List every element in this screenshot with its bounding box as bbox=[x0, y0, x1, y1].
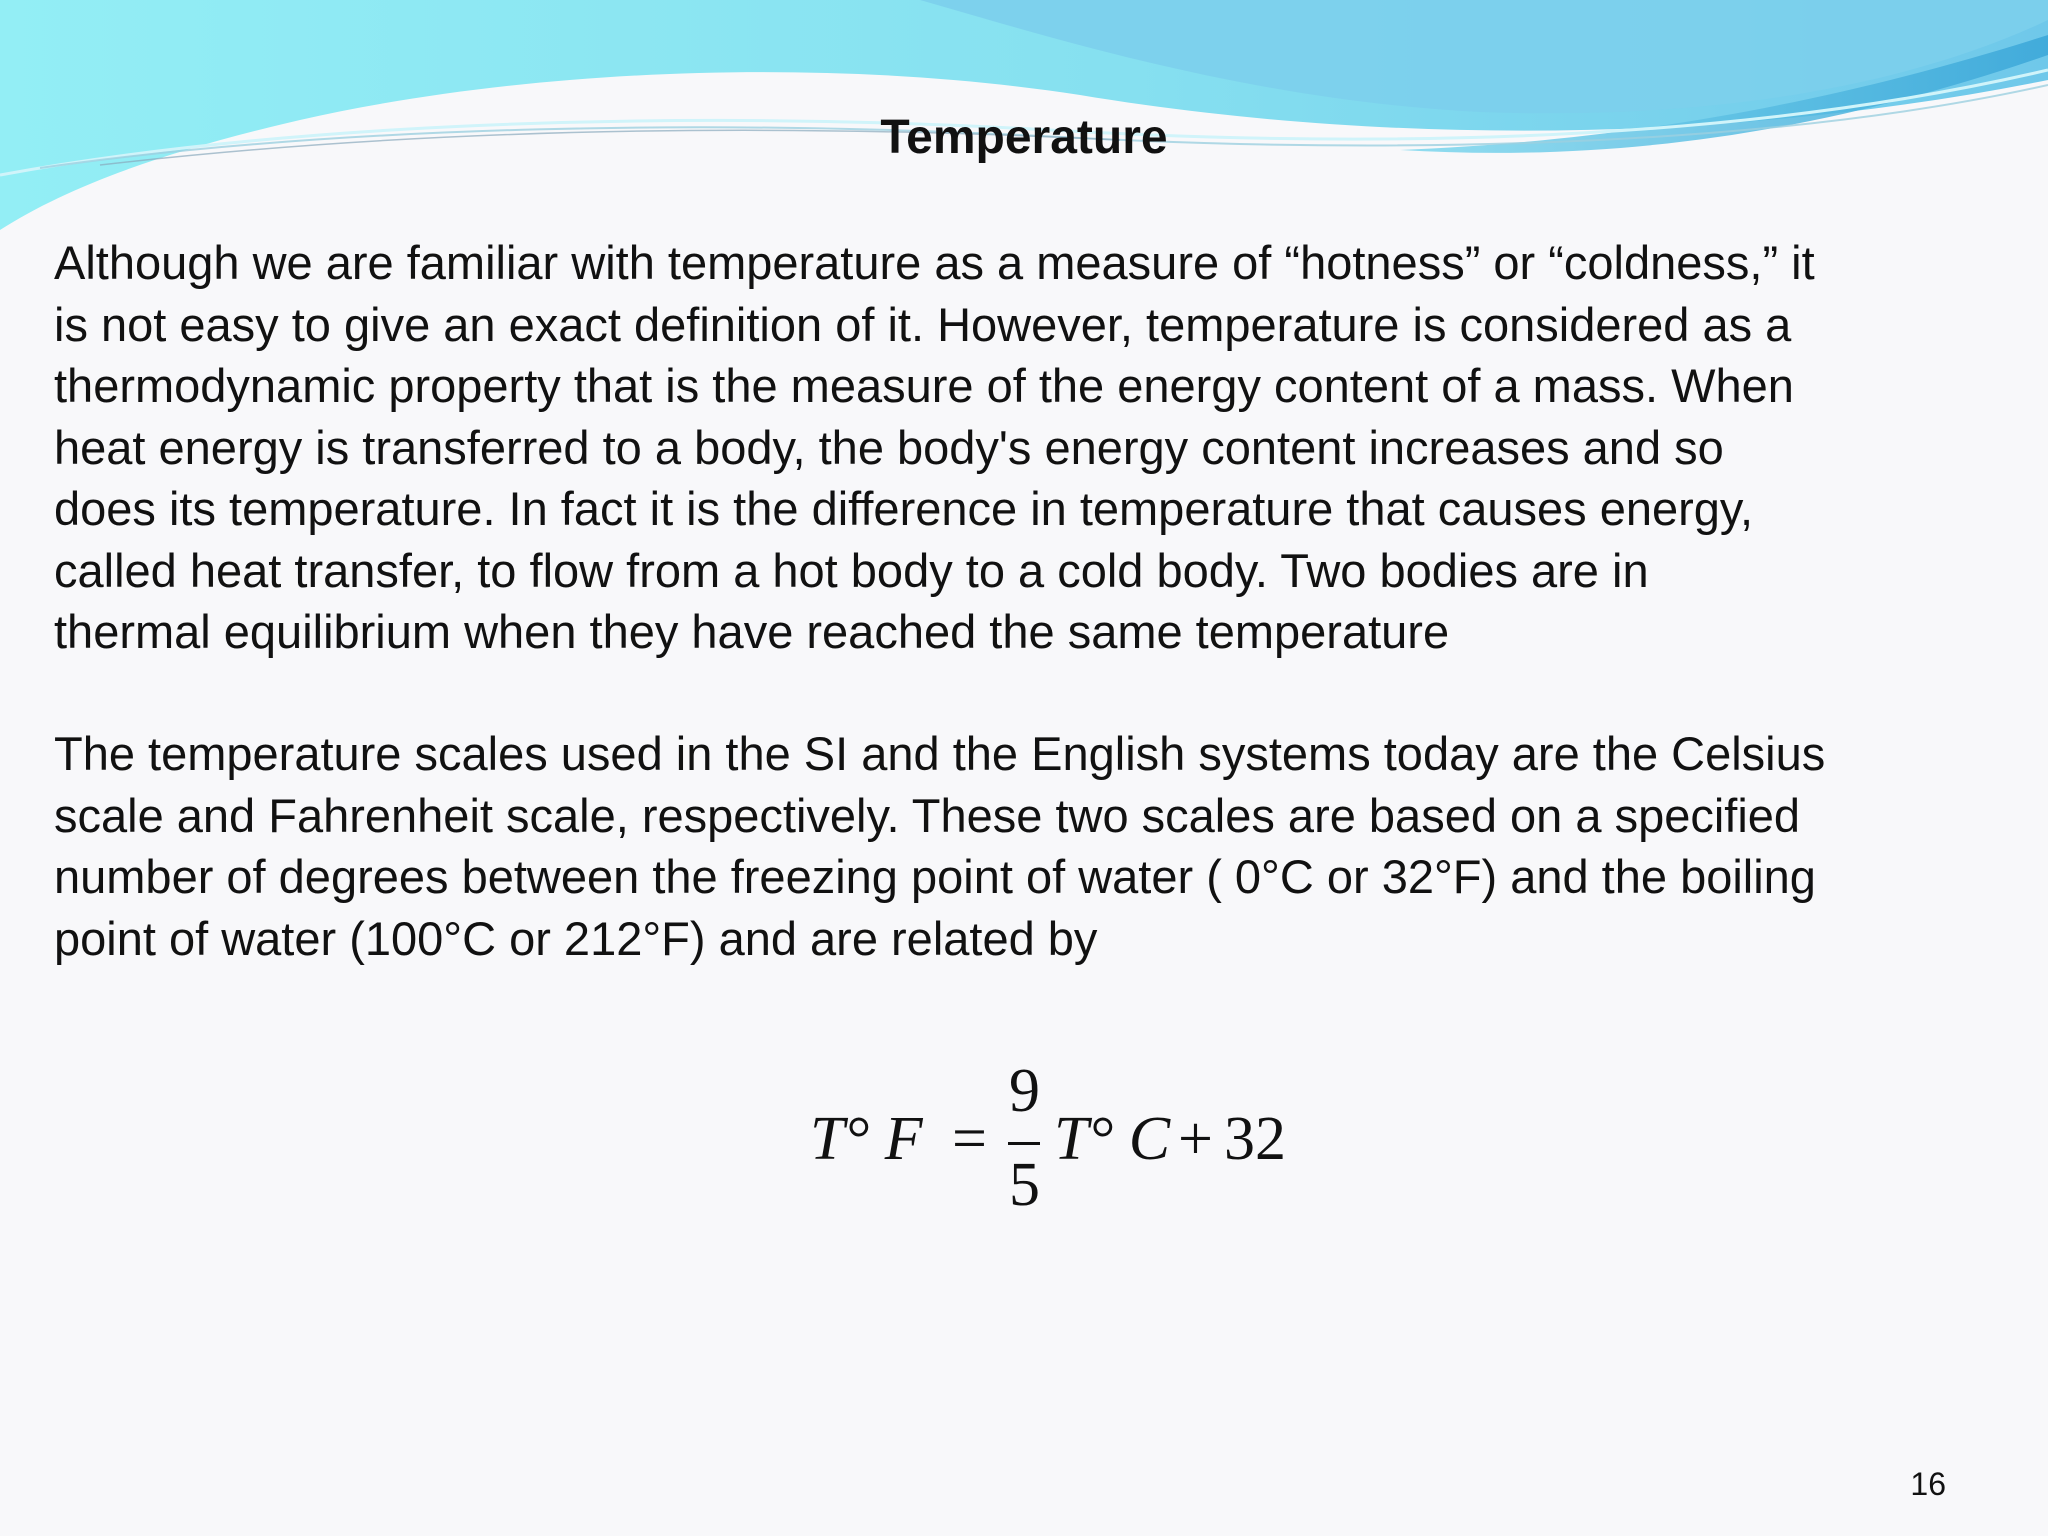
equation-rhs-variable: T° C bbox=[1054, 1105, 1171, 1173]
slide-title: Temperature bbox=[880, 111, 1168, 164]
equation-numerator: 9 bbox=[1009, 1057, 1040, 1125]
paragraph-definition: Although we are familiar with temperature as a measure of “hotness” or “coldness,” it is not easy to give an exact definition of it. However, temperature is considered as a thermodynamic property that is the measure of the energy content of a mass. When heat energy is transferred to a body, the body's energy content increases and so does its temperature. In fact it is the difference in temperature that causes energy, called heat transfer, to flow from a hot body to a cold body. Two bodies are in thermal equilibrium when they have reached the same temperature bbox=[54, 236, 1815, 658]
equation-constant: 32 bbox=[1224, 1105, 1286, 1173]
conversion-equation bbox=[810, 1057, 1310, 1230]
page-number: 16 bbox=[1910, 1466, 1946, 1502]
equation-lhs: T° F bbox=[810, 1105, 923, 1173]
equation-equals: = bbox=[952, 1105, 987, 1173]
equation-plus: + bbox=[1178, 1105, 1213, 1173]
equation-denominator: 5 bbox=[1009, 1151, 1040, 1219]
fraction-bar bbox=[1008, 1142, 1040, 1145]
paragraph-temperature-scales: The temperature scales used in the SI and the English systems today are the Celsius scale and Fahrenheit scale, respectively. These two scales are based on a specified number of degrees between the freezing point of water ( 0°C or 32°F) and the boiling point of water (100°C or 212°F) and are related by bbox=[54, 727, 1826, 965]
